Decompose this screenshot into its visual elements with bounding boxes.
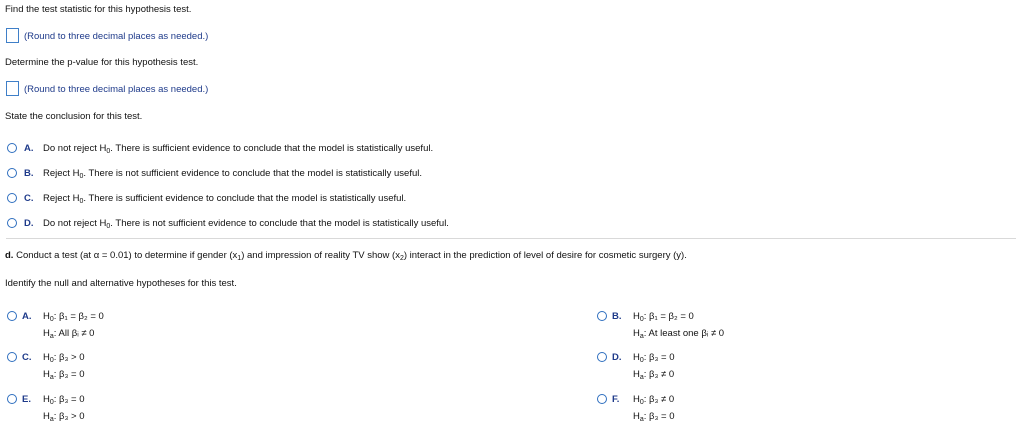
p-value-prompt: Determine the p-value for this hypothesis test. — [5, 57, 199, 68]
radio-button[interactable] — [7, 143, 17, 153]
option-letter: B. — [24, 168, 34, 179]
option-letter: E. — [22, 394, 31, 405]
p-value-input[interactable] — [6, 81, 19, 96]
radio-button[interactable] — [7, 311, 17, 321]
option-letter: C. — [22, 352, 32, 363]
radio-button[interactable] — [7, 218, 17, 228]
null-hypothesis: $H_0$: β₁ = β₂ = 0 — [43, 311, 104, 323]
option-text: Reject $H_0$. There is not sufficient evidence to conclude that the model is statistically useful. — [43, 168, 423, 180]
option-letter: A. — [24, 143, 34, 154]
null-hypothesis: $H_0$: β₃ = 0 — [43, 394, 85, 406]
option-text: Reject $H_0$. There is sufficient evidence to conclude that the model is statistically useful. — [43, 193, 407, 205]
option-letter: B. — [612, 311, 622, 322]
alternative-hypothesis: $H_a$: β₃ > 0 — [43, 411, 85, 423]
p-value-hint: (Round to three decimal places as needed.) — [24, 84, 209, 95]
option-text: Do not reject $H_0$. There is not sufficient evidence to conclude that the model is statistically useful. — [43, 218, 449, 230]
alternative-hypothesis: $H_a$: β₃ = 0 — [43, 369, 85, 381]
radio-button[interactable] — [7, 193, 17, 203]
radio-button[interactable] — [597, 394, 607, 404]
test-statistic-hint: (Round to three decimal places as needed.) — [24, 31, 209, 42]
option-letter: D. — [24, 218, 34, 229]
conclusion-prompt: State the conclusion for this test. — [5, 111, 143, 122]
hypotheses-prompt: Identify the null and alternative hypotheses for this test. — [5, 278, 237, 289]
test-statistic-input[interactable] — [6, 28, 19, 43]
option-letter: C. — [24, 193, 34, 204]
null-hypothesis: $H_0$: β₃ ≠ 0 — [633, 394, 675, 406]
test-statistic-prompt: Find the test statistic for this hypothesis test. — [5, 4, 192, 15]
alternative-hypothesis: $H_a$: At least one βᵢ ≠ 0 — [633, 328, 725, 340]
alternative-hypothesis: $H_a$: β₃ ≠ 0 — [633, 369, 675, 381]
option-letter: A. — [22, 311, 32, 322]
radio-button[interactable] — [7, 352, 17, 362]
alternative-hypothesis: $H_a$: β₃ = 0 — [633, 411, 675, 423]
option-letter: F. — [612, 394, 620, 405]
radio-button[interactable] — [7, 394, 17, 404]
option-letter: D. — [612, 352, 622, 363]
alternative-hypothesis: $H_a$: All βᵢ ≠ 0 — [43, 328, 95, 340]
part-d-question: d. Conduct a test (at α = 0.01) to determine if gender $(x_1)$ and impression of reality TV show $(x_2)$ interact in the prediction of level of desire for cosmetic surgery (y). — [5, 250, 687, 262]
null-hypothesis: $H_0$: β₃ = 0 — [633, 352, 675, 364]
radio-button[interactable] — [597, 311, 607, 321]
radio-button[interactable] — [597, 352, 607, 362]
null-hypothesis: $H_0$: β₁ = β₂ = 0 — [633, 311, 694, 323]
section-divider — [6, 238, 1016, 239]
null-hypothesis: $H_0$: β₃ > 0 — [43, 352, 85, 364]
radio-button[interactable] — [7, 168, 17, 178]
option-text: Do not reject $H_0$. There is sufficient evidence to conclude that the model is statistically useful. — [43, 143, 434, 155]
